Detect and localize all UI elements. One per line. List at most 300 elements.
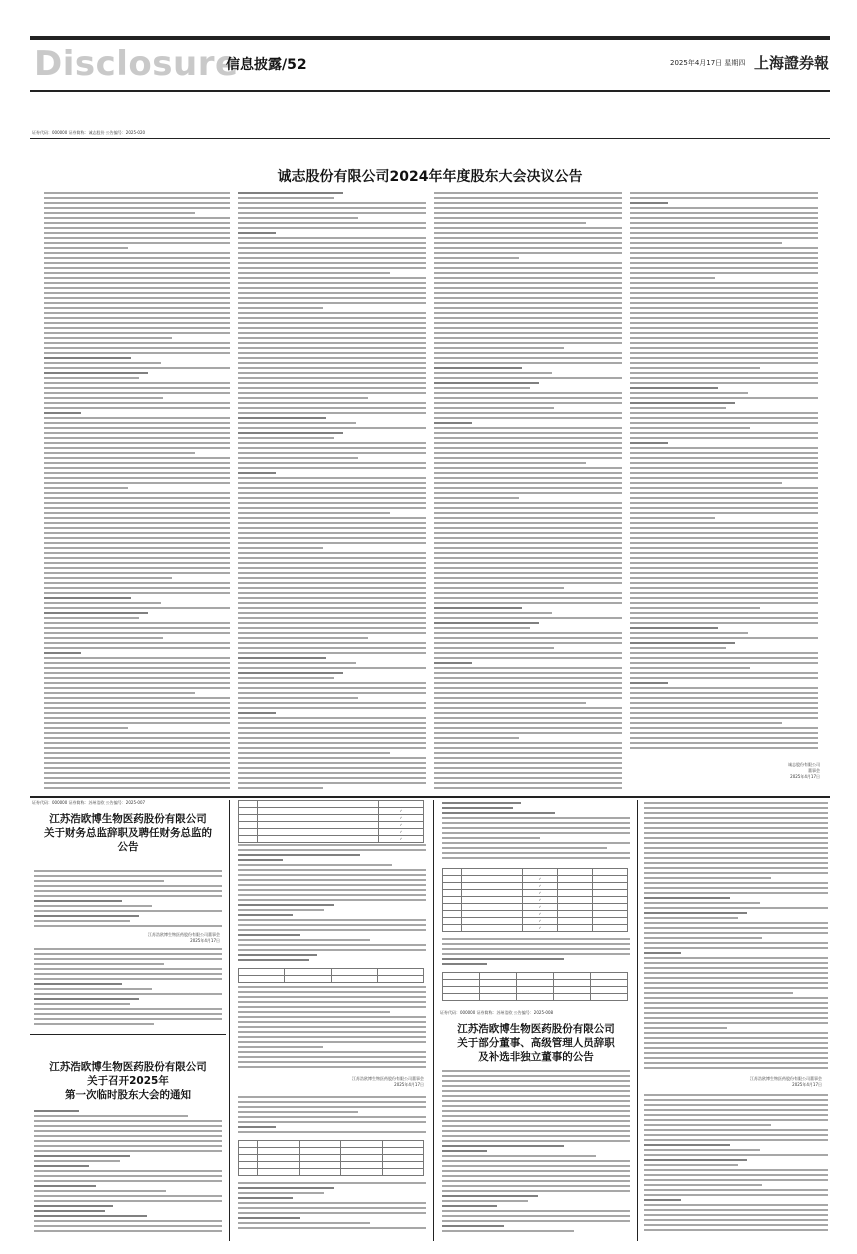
- text-line: [434, 567, 622, 569]
- text-line: [34, 1230, 222, 1232]
- text-line: [644, 967, 828, 969]
- meeting-signature-date: 2025年4月17日: [394, 1082, 424, 1087]
- text-line: [238, 417, 326, 419]
- text-line: [238, 587, 426, 589]
- text-line: [44, 257, 230, 259]
- text-line: [44, 252, 230, 254]
- cfo-signature-date: 2025年4月17日: [190, 938, 220, 943]
- meeting-body-3: [238, 986, 426, 1072]
- text-line: [630, 482, 782, 484]
- main-col-4: [630, 192, 818, 752]
- text-line: [442, 953, 630, 955]
- text-line: [238, 1096, 426, 1098]
- text-line: [238, 192, 343, 194]
- text-line: [238, 462, 426, 464]
- text-line: [44, 322, 230, 324]
- text-line: [238, 377, 426, 379]
- text-line: [644, 892, 828, 894]
- text-line: [644, 1012, 828, 1014]
- text-line: [630, 557, 818, 559]
- text-line: [44, 512, 230, 514]
- text-line: [238, 237, 426, 239]
- text-line: [238, 477, 426, 479]
- text-line: [238, 1121, 426, 1123]
- main-notice: [30, 128, 830, 793]
- text-line: [434, 352, 622, 354]
- text-line: [442, 943, 630, 945]
- text-line: [644, 962, 828, 964]
- text-line: [44, 332, 230, 334]
- text-line: [644, 997, 828, 999]
- text-line: [238, 904, 334, 906]
- text-line: [434, 757, 622, 759]
- text-line: [644, 817, 828, 819]
- proxy-table: [238, 1140, 424, 1176]
- text-line: [238, 407, 426, 409]
- cfo-title-line-2: 关于财务总监辞职及聘任财务总监的: [44, 827, 212, 839]
- text-line: [434, 562, 622, 564]
- text-line: [644, 852, 828, 854]
- text-line: [434, 417, 622, 419]
- text-line: [44, 577, 172, 579]
- text-line: [434, 787, 622, 789]
- text-line: [34, 978, 222, 980]
- text-line: [630, 232, 818, 234]
- text-line: [238, 472, 276, 474]
- text-line: [238, 899, 426, 901]
- text-line: [238, 267, 426, 269]
- text-line: [644, 1159, 747, 1161]
- text-line: [442, 1145, 564, 1147]
- text-line: [434, 432, 622, 434]
- text-line: [44, 367, 230, 369]
- text-line: [44, 592, 230, 594]
- text-line: [34, 1195, 222, 1197]
- text-line: [630, 687, 818, 689]
- text-line: [442, 827, 630, 829]
- text-line: [434, 762, 622, 764]
- text-line: [434, 782, 622, 784]
- text-line: [434, 227, 622, 229]
- text-line: [238, 242, 426, 244]
- text-line: [34, 1220, 222, 1222]
- text-line: [238, 702, 426, 704]
- text-line: [44, 317, 230, 319]
- text-line: [34, 1125, 222, 1127]
- text-line: [44, 352, 230, 354]
- text-line: [44, 737, 230, 739]
- text-line: [442, 1110, 630, 1112]
- text-line: [34, 1190, 166, 1192]
- text-line: [238, 307, 323, 309]
- text-line: [238, 292, 426, 294]
- text-line: [34, 1175, 222, 1177]
- text-line: [44, 532, 230, 534]
- resign-body-1: [442, 1070, 630, 1238]
- text-line: [34, 1018, 222, 1020]
- text-line: [442, 1155, 596, 1157]
- text-line: [434, 537, 622, 539]
- text-line: [238, 1011, 390, 1013]
- main-col-1: [44, 192, 230, 792]
- text-line: [630, 252, 818, 254]
- text-line: [34, 1160, 120, 1162]
- text-line: [44, 462, 230, 464]
- text-line: [44, 702, 230, 704]
- text-line: [238, 1207, 426, 1209]
- text-line: [630, 367, 760, 369]
- meeting-signature-company: 江苏浩欧博生物医药股份有限公司董事会: [352, 1076, 424, 1081]
- text-line: [442, 802, 521, 804]
- text-line: [238, 612, 426, 614]
- text-line: [630, 522, 818, 524]
- text-line: [442, 1115, 630, 1117]
- text-line: [644, 1114, 828, 1116]
- text-line: [644, 872, 828, 874]
- text-line: [238, 737, 426, 739]
- text-line: [644, 1022, 828, 1024]
- text-line: [44, 492, 230, 494]
- text-line: [630, 612, 818, 614]
- text-line: [434, 557, 622, 559]
- col-rule-3: [637, 800, 638, 1241]
- text-line: [44, 422, 230, 424]
- text-line: [630, 407, 726, 409]
- text-line: [238, 432, 343, 434]
- text-line: [434, 442, 622, 444]
- text-line: [434, 502, 622, 504]
- text-line: [630, 292, 818, 294]
- text-line: [434, 217, 622, 219]
- text-line: [44, 537, 230, 539]
- text-line: [34, 1115, 188, 1117]
- main-notice-signature: [730, 762, 820, 780]
- text-line: [434, 752, 622, 754]
- cfo-notice: [30, 800, 226, 1032]
- text-line: [44, 632, 230, 634]
- text-line: [44, 527, 230, 529]
- text-line: [630, 307, 818, 309]
- text-line: [434, 477, 622, 479]
- text-line: [644, 1134, 828, 1136]
- text-line: [442, 842, 630, 844]
- text-line: [434, 247, 622, 249]
- text-line: [434, 632, 622, 634]
- text-line: [644, 1224, 828, 1226]
- cfo-title-line-1: 江苏浩欧博生物医药股份有限公司: [49, 813, 207, 825]
- text-line: [44, 447, 230, 449]
- meeting-body-1: [34, 1110, 222, 1238]
- main-notice-title: 诚志股份有限公司2024年年度股东大会决议公告: [277, 169, 583, 185]
- text-line: [44, 472, 230, 474]
- text-line: [238, 527, 426, 529]
- text-line: [434, 707, 622, 709]
- text-line: [630, 477, 818, 479]
- text-line: [644, 1047, 828, 1049]
- bottom-left-divider: [30, 1034, 226, 1035]
- text-line: [434, 272, 622, 274]
- text-line: [442, 1090, 630, 1092]
- text-line: [442, 1140, 630, 1142]
- text-line: [44, 237, 230, 239]
- text-line: [44, 457, 230, 459]
- text-line: [238, 352, 426, 354]
- text-line: [238, 362, 426, 364]
- text-line: [644, 1037, 828, 1039]
- text-line: [238, 247, 426, 249]
- text-line: [238, 632, 426, 634]
- text-line: [434, 447, 622, 449]
- text-line: [238, 287, 426, 289]
- text-line: [238, 859, 283, 861]
- text-line: [442, 1130, 630, 1132]
- text-line: [434, 522, 622, 524]
- text-line: [434, 277, 622, 279]
- text-line: [442, 1080, 630, 1082]
- text-line: [44, 717, 230, 719]
- text-line: [644, 1099, 828, 1101]
- text-line: [644, 992, 793, 994]
- text-line: [630, 517, 715, 519]
- text-line: [238, 262, 426, 264]
- text-line: [434, 317, 622, 319]
- text-line: [434, 207, 622, 209]
- text-line: [630, 552, 818, 554]
- text-line: [630, 392, 748, 394]
- text-line: [44, 337, 172, 339]
- text-line: [630, 662, 818, 664]
- text-line: [630, 277, 715, 279]
- text-line: [238, 302, 426, 304]
- cfo-signature-company: 江苏浩欧博生物医药股份有限公司董事会: [148, 932, 220, 937]
- text-line: [34, 968, 222, 970]
- text-line: [434, 457, 622, 459]
- text-line: [238, 1036, 426, 1038]
- text-line: [44, 477, 230, 479]
- text-line: [44, 752, 230, 754]
- text-line: [630, 627, 718, 629]
- text-line: [630, 657, 818, 659]
- text-line: [238, 939, 370, 941]
- text-line: [644, 847, 828, 849]
- masthead: [30, 36, 830, 86]
- text-line: [434, 242, 622, 244]
- text-line: [238, 512, 390, 514]
- text-line: [442, 963, 487, 965]
- text-line: [434, 617, 622, 619]
- text-line: [238, 522, 426, 524]
- text-line: [238, 924, 426, 926]
- text-line: [44, 402, 230, 404]
- text-line: [44, 667, 230, 669]
- text-line: [34, 895, 222, 897]
- text-line: [630, 402, 735, 404]
- text-line: [630, 472, 818, 474]
- text-line: [630, 527, 818, 529]
- text-line: [644, 1129, 828, 1131]
- text-line: [434, 472, 622, 474]
- text-line: [644, 952, 681, 954]
- text-line: [644, 1164, 738, 1166]
- text-line: [434, 357, 622, 359]
- text-line: [238, 844, 426, 846]
- text-line: [34, 890, 222, 892]
- text-line: [238, 1041, 426, 1043]
- text-line: [442, 1220, 630, 1222]
- text-line: [434, 237, 622, 239]
- text-line: [34, 1200, 222, 1202]
- text-line: [238, 637, 368, 639]
- text-line: [238, 282, 426, 284]
- text-line: [44, 432, 230, 434]
- text-line: [644, 1199, 681, 1201]
- text-line: [434, 267, 622, 269]
- text-line: [238, 884, 426, 886]
- text-line: [644, 1017, 828, 1019]
- text-line: [34, 1003, 130, 1005]
- text-line: [644, 842, 828, 844]
- text-line: [434, 262, 622, 264]
- text-line: [442, 1085, 630, 1087]
- text-line: [238, 869, 426, 871]
- text-line: [434, 577, 622, 579]
- text-line: [442, 958, 564, 960]
- text-line: [630, 502, 818, 504]
- text-line: [238, 642, 426, 644]
- text-line: [44, 662, 230, 664]
- text-line: [238, 879, 426, 881]
- proxy-footer: [238, 1182, 426, 1232]
- text-line: [44, 647, 230, 649]
- text-line: [630, 227, 818, 229]
- text-line: [238, 692, 426, 694]
- text-line: [44, 377, 139, 379]
- meeting-body-2: [238, 844, 426, 964]
- text-line: [644, 1094, 828, 1096]
- text-line: [238, 562, 426, 564]
- text-line: [630, 677, 818, 679]
- text-line: [44, 347, 230, 349]
- registration-table: [238, 968, 424, 983]
- text-line: [644, 1214, 828, 1216]
- text-line: [238, 427, 426, 429]
- text-line: [434, 342, 622, 344]
- text-line: [630, 667, 750, 669]
- text-line: [442, 1120, 630, 1122]
- text-line: [442, 1200, 528, 1202]
- meeting-notice: [30, 1036, 226, 1241]
- text-line: [630, 632, 748, 634]
- text-line: [238, 277, 426, 279]
- main-notice-meta: 证券代码：000000 证券简称：诚志股份 公告编号：2025-020: [32, 130, 146, 135]
- text-line: [434, 222, 586, 224]
- text-line: [644, 1174, 828, 1176]
- text-line: [630, 267, 818, 269]
- text-line: [238, 929, 426, 931]
- text-line: [238, 627, 426, 629]
- text-line: [434, 367, 522, 369]
- text-line: [44, 282, 230, 284]
- text-line: [44, 642, 230, 644]
- text-line: [238, 864, 392, 866]
- text-line: [434, 387, 530, 389]
- text-line: [434, 397, 622, 399]
- text-line: [630, 207, 818, 209]
- text-line: [630, 362, 818, 364]
- text-line: [434, 497, 519, 499]
- text-line: [630, 297, 818, 299]
- text-line: [644, 942, 828, 944]
- text-line: [238, 617, 426, 619]
- text-line: [434, 677, 622, 679]
- text-line: [644, 957, 828, 959]
- text-line: [644, 902, 760, 904]
- text-line: [644, 1002, 828, 1004]
- text-line: [34, 1008, 222, 1010]
- text-line: [238, 482, 426, 484]
- text-line: [238, 442, 426, 444]
- text-line: [644, 812, 828, 814]
- text-line: [238, 677, 334, 679]
- text-line: [630, 357, 818, 359]
- text-line: [644, 987, 828, 989]
- text-line: [434, 192, 622, 194]
- text-line: [44, 562, 230, 564]
- text-line: [434, 652, 622, 654]
- text-line: [44, 397, 163, 399]
- text-line: [442, 1075, 630, 1077]
- text-line: [434, 702, 586, 704]
- text-line: [434, 627, 530, 629]
- text-line: [238, 909, 324, 911]
- text-line: [238, 767, 426, 769]
- text-line: [434, 592, 622, 594]
- text-line: [238, 717, 426, 719]
- text-line: [434, 587, 564, 589]
- text-line: [238, 572, 426, 574]
- text-line: [644, 932, 828, 934]
- text-line: [644, 857, 828, 859]
- text-line: [238, 357, 426, 359]
- text-line: [630, 217, 818, 219]
- text-line: [434, 202, 622, 204]
- text-line: [44, 757, 230, 759]
- text-line: [630, 312, 818, 314]
- text-line: [44, 342, 230, 344]
- text-line: [238, 412, 426, 414]
- text-line: [44, 222, 230, 224]
- text-line: [644, 1042, 828, 1044]
- text-line: [630, 737, 818, 739]
- text-line: [434, 307, 622, 309]
- text-line: [630, 257, 818, 259]
- text-line: [630, 492, 818, 494]
- text-line: [238, 787, 323, 789]
- text-line: [238, 1066, 426, 1068]
- text-line: [238, 652, 426, 654]
- text-line: [630, 542, 818, 544]
- text-line: [630, 487, 818, 489]
- text-line: [34, 1150, 222, 1152]
- signature-date: 2025年4月17日: [790, 774, 820, 779]
- text-line: [434, 662, 472, 664]
- text-line: [630, 577, 818, 579]
- text-line: [442, 832, 630, 834]
- text-line: [44, 247, 128, 249]
- text-line: [238, 954, 317, 956]
- text-line: [434, 252, 622, 254]
- text-line: [238, 532, 426, 534]
